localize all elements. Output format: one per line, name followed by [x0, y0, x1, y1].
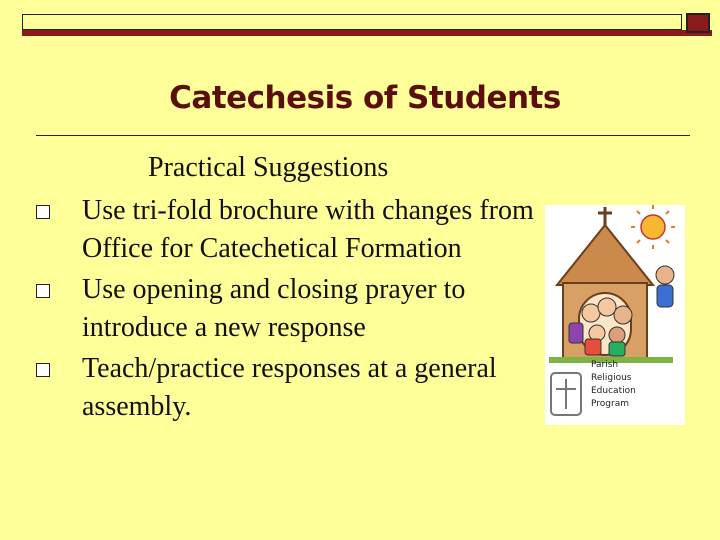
- parish-program-logo: [545, 205, 685, 425]
- bullet-text: Use opening and closing prayer to introduce a new response: [82, 274, 466, 343]
- logo-line: Education: [591, 386, 636, 396]
- logo-text: [591, 359, 636, 411]
- logo-line: Parish: [591, 360, 619, 370]
- square-bullet-icon: [36, 205, 50, 219]
- square-bullet-icon: [36, 363, 50, 377]
- square-bullet-icon: [36, 284, 50, 298]
- top-decor-bar: [22, 14, 682, 30]
- sun-icon: [631, 205, 675, 249]
- slide-subheading: Practical Suggestions: [148, 152, 389, 183]
- title-divider: [36, 135, 690, 136]
- logo-line: Program: [591, 399, 629, 409]
- bullet-list: [36, 192, 536, 429]
- slide-title: Catechesis of Students: [169, 80, 561, 116]
- top-decor-square: [686, 13, 710, 33]
- logo-line: Religious: [591, 373, 632, 383]
- cross-emblem-icon: [551, 373, 581, 415]
- bullet-item: [36, 271, 536, 347]
- bullet-item: [36, 350, 536, 426]
- bullet-text: Teach/practice responses at a general assembly.: [82, 353, 497, 422]
- bullet-text: Use tri-fold brochure with changes from Office for Catechetical Formation: [82, 195, 534, 264]
- bullet-item: [36, 192, 536, 268]
- top-decor-stripe: [22, 30, 712, 36]
